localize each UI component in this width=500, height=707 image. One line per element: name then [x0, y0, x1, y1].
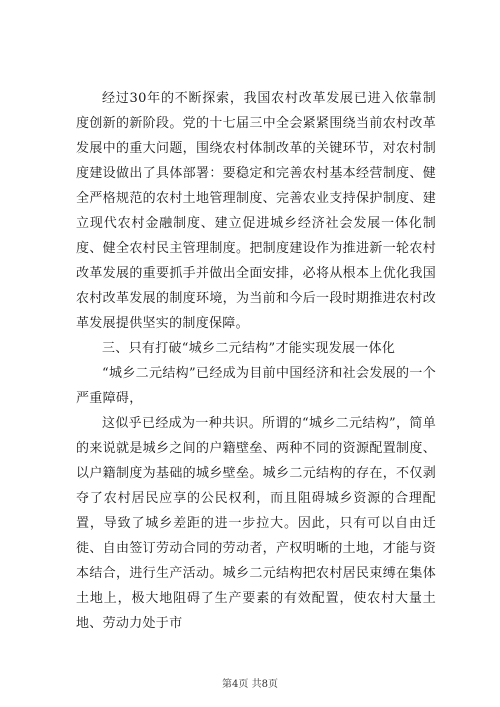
paragraph-dual-structure-detail: 这似乎已经成为一种共识。所谓的“城乡二元结构”，简单的来说就是城乡之间的户籍壁垒、两种不同的资源配置制度、以户籍制度为基础的城乡壁垒。城乡二元结构的存在，不仅剥夺了农村居民应享的公民权利，而且阻碍城乡资源的合理配置，导致了城乡差距的进一步拉大。因此，只有可以自由迁徙、自由签订劳动合同的劳动者，产权明晰的土地，才能与资本结合，进行生产活动。城乡二元结构把农村居民束缚在集体土地上，极大地阻碍了生产要素的有效配置，使农村大量土地、劳动力处于市	[76, 416, 436, 631]
paragraph-dual-structure-intro: “城乡二元结构”已经成为目前中国经济和社会发展的一个严重障碍，	[76, 366, 436, 406]
page-number-footer: 第4页 共8页	[222, 679, 278, 690]
paragraph-reform-institutions: 经过30年的不断探索，我国农村改革发展已进入依靠制度创新的新阶段。党的十七届三中全会紧紧围绕当前农村改革发展中的重大问题，围绕农村体制改革的关键环节，对农村制度建设做出了具体部署：要稳定和完善农村基本经营制度、健全严格规范的农村土地管理制度、完善农业支持保护制度、建立现代农村金融制度、建立促进城乡经济社会发展一体化制度、健全农村民主管理制度。把制度建设作为推进新一轮农村改革发展的重要抓手并做出全面安排，必将从根本上优化我国农村改革发展的制度环境，为当前和今后一段时期推进农村改革发展提供坚实的制度保障。	[76, 91, 436, 331]
section-heading: 三、只有打破“城乡二元结构”才能实现发展一体化	[102, 341, 396, 356]
document-body	[76, 86, 436, 636]
